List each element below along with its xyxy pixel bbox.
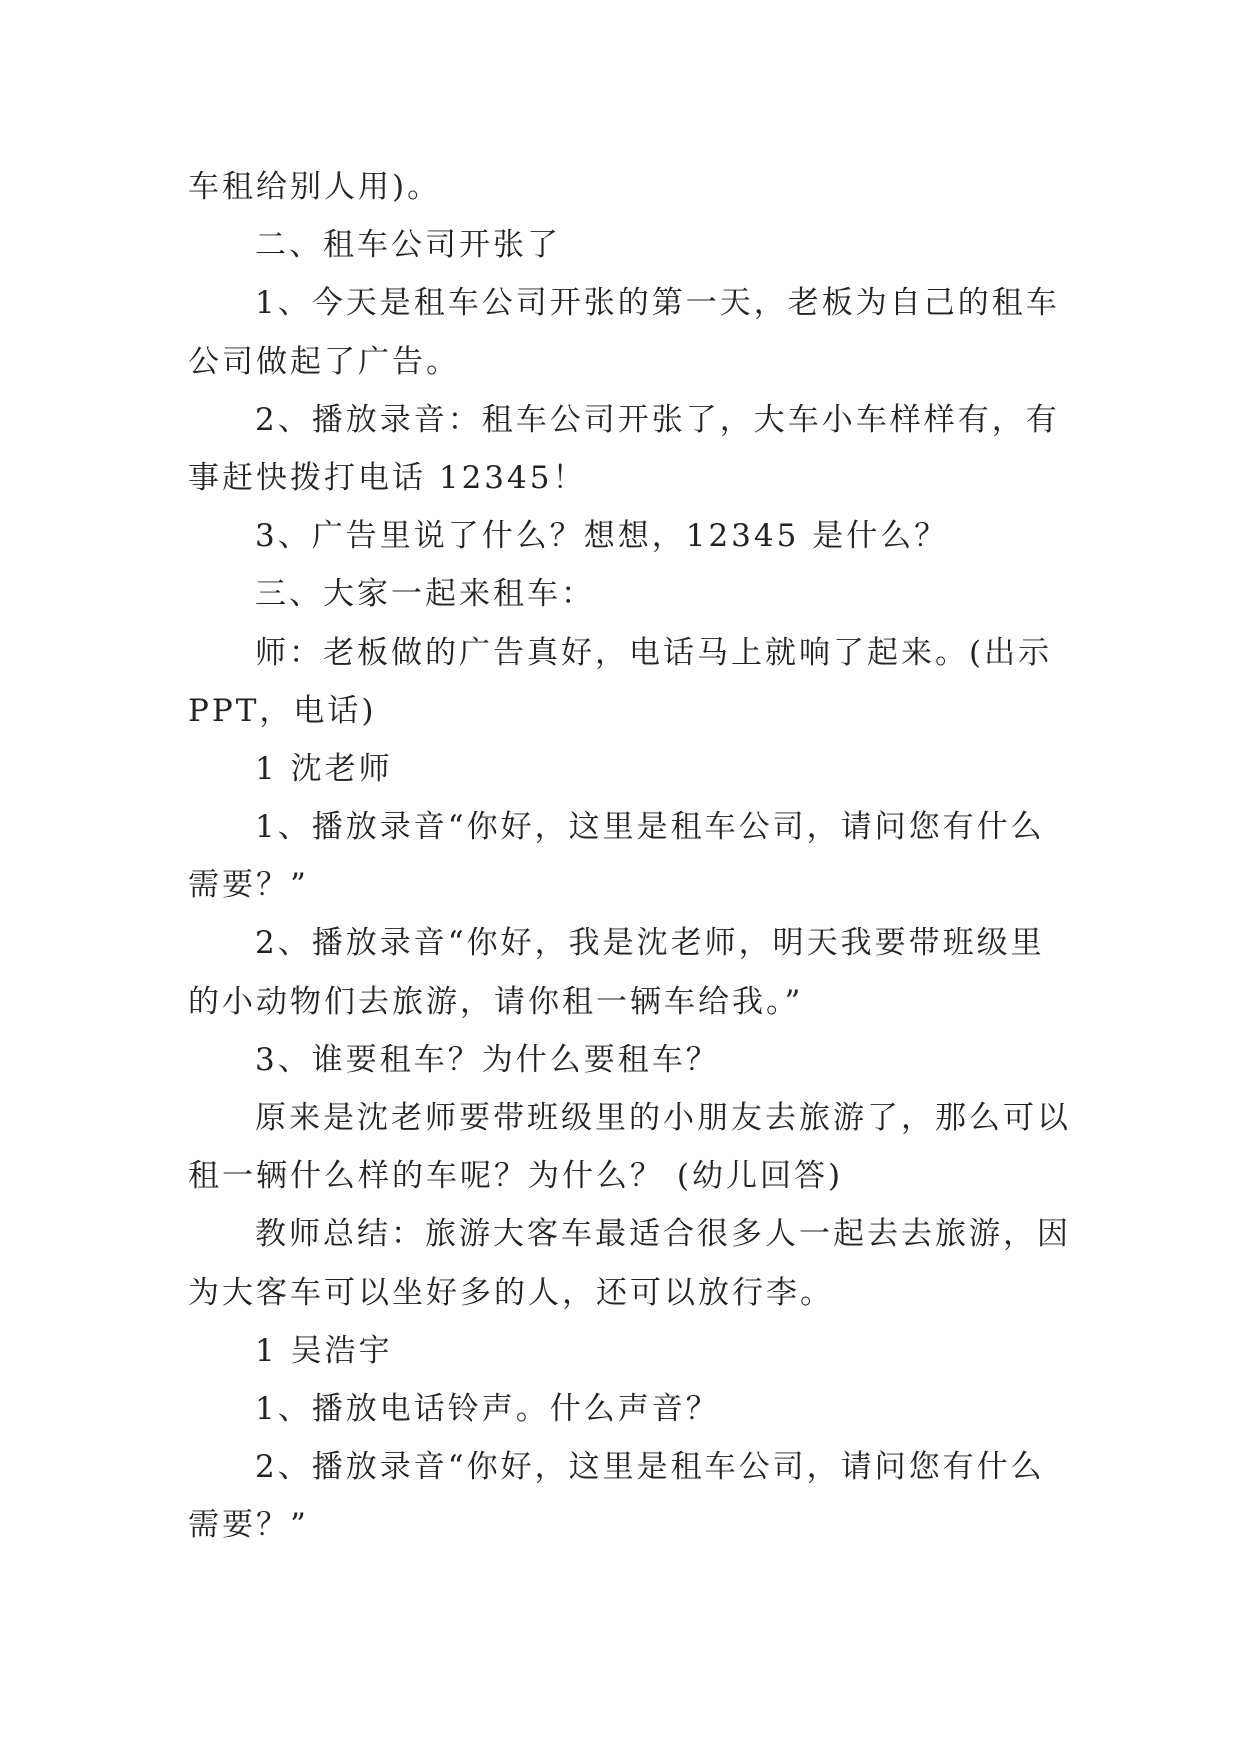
text-line: 1、今天是租车公司开张的第一天，老板为自己的租车 (255, 285, 1060, 322)
text-line: 3、谁要租车？为什么要租车？ (255, 1041, 720, 1078)
text-line: 车租给别人用)。 (188, 169, 442, 205)
text-line: 为大客车可以坐好多的人，还可以放行李。 (188, 1274, 834, 1311)
text-line: PPT，电话) (188, 692, 377, 729)
text-line: 1、播放电话铃声。什么声音？ (255, 1390, 720, 1427)
text-line: 1、播放录音“你好，这里是租车公司，请问您有什么 (255, 809, 1045, 846)
text-line: 2、播放录音：租车公司开张了，大车小车样样有，有 (255, 401, 1060, 438)
text-line: 租一辆什么样的车呢？为什么？ (幼儿回答) (188, 1158, 844, 1195)
text-line: 需要？” (188, 867, 309, 904)
text-line: 2、播放录音“你好，我是沈老师，明天我要带班级里 (255, 925, 1045, 962)
text-line: 3、广告里说了什么？想想，12345 是什么？ (255, 518, 949, 555)
text-line: 2、播放录音“你好，这里是租车公司，请问您有什么 (255, 1449, 1045, 1486)
text-line: 公司做起了广告。 (188, 343, 460, 380)
document-body (188, 158, 1071, 1555)
text-line: 原来是沈老师要带班级里的小朋友去旅游了，那么可以 (255, 1100, 1071, 1136)
text-line: 事赶快拨打电话 12345！ (188, 459, 587, 496)
subsection-heading: 1 沈老师 (255, 750, 393, 787)
section-heading: 二、租车公司开张了 (255, 227, 561, 264)
text-line: 的小动物们去旅游，请你租一辆车给我。” (188, 983, 804, 1020)
text-line: 需要？” (188, 1507, 309, 1544)
subsection-heading: 1 吴浩宇 (255, 1332, 393, 1369)
section-heading: 三、大家一起来租车： (255, 576, 595, 613)
text-line: 教师总结：旅游大客车最适合很多人一起去去旅游，因 (255, 1216, 1071, 1253)
text-line: 师：老板做的广告真好，电话马上就响了起来。(出示 (255, 634, 1053, 671)
